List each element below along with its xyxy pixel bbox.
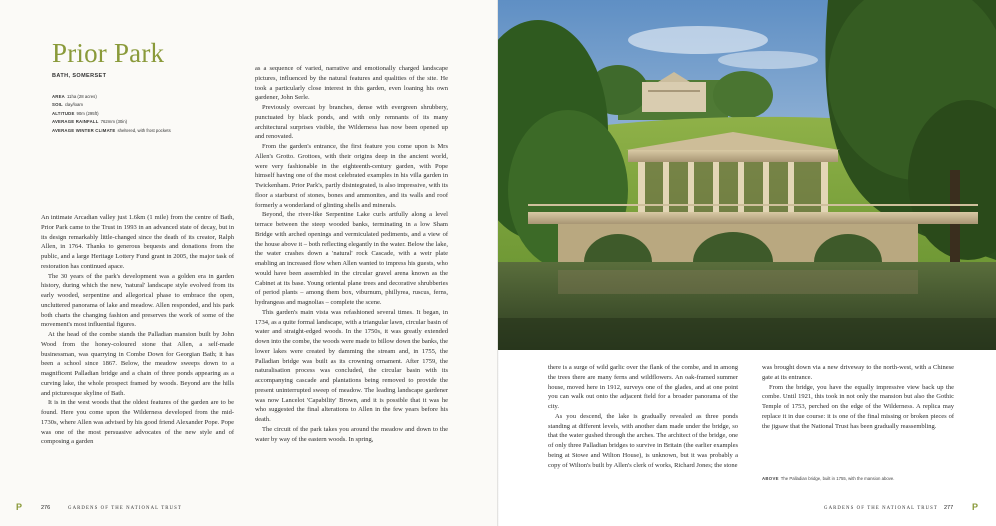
paragraph: From the garden's entrance, the first feature you come upon is Mrs Allen's Grotto. Grottoes, with their origins deep in the ancient world, were very fashionable in the eighteenth-century garden, with Pope himself having one of the most celebrated examples in his villa garden in Twickenham. Prior Park's, partly disintegrated, is also impressive, with its floor a starburst of stones, bones and ammonites, and its walls and roof formerly a wonderland of glinting shells and minerals. [255,143,448,209]
fact-label: AREA [52,94,65,99]
fact-value: 90m (295ft) [76,110,99,116]
fact-label: SOIL [52,102,63,108]
fact-value: clay/loam [64,102,83,108]
page-number-right: 277 [944,505,954,511]
fact-label: ALTITUDE [52,110,75,116]
paragraph: From the bridge, you have the equally impressive view back up the combe. Until 1921, this took in not only the mansion but also the Gothic Temple of 1753, perched on the edge of the Wilderness. A replica may replace it in due course: it is one of the final missing or broken pieces of the jigsaw that the National Trust has been gradually reassembling. [762,383,954,430]
paragraph: Previously overcast by branches, dense with evergreen shrubbery, punctuated by black ponds, and with only remnants of its many architectural surprises visible, the Wilderness has now been opened up and renovated. [255,104,448,141]
fact-value: 11ha (28 acres) [66,94,97,99]
photo-caption [762,476,894,481]
fact-value: 762mm (30in) [100,119,128,125]
garden-location: BATH, SOMERSET [52,73,107,79]
garden-facts [52,93,232,135]
paragraph: As you descend, the lake is gradually revealed as three ponds standing at different levels, with another dam made under the bridge, so that the water gushed through the arches. The architect of the bridge, one of only three Palladian bridges to survive in Britain (the earlier examples being at Stowe and Wilton House), is unknown, but it was probably a copy of Wilton's built by Allen's clerk of works, Richard Jones; the stone [548,412,738,469]
paragraph: This garden's main vista was refashioned several times. It began, in 1734, as a quite formal landscape, with a triangular lawn, circular basin of water and straight-edged woods. In the 1750s, it was greatly extended down into the combe, the woods were made to billow down the banks, the lower lakes were created by damming the stream and, in 1755, the Palladian bridge was built as its crowning ornament. After 1759, the naturalisation process was concluded, the circular basin with its accompanying cascade and plantations being removed to provide the present uninterrupted sweep of meadow. The leading landscape gardener was now Lancelot 'Capability' Brown, and it is possible that it was he who suggested the final alterations to Allen in the few years before his death. [255,308,448,423]
palladian-bridge-photo [498,0,996,350]
text-column-3 [548,363,738,470]
paragraph: An intimate Arcadian valley just 1.6km (1 mile) from the centre of Bath, Prior Park came to the Trust in 1993 in an advanced state of decay, but in its design remarkably little-changed since the death of its creator, Ralph Allen, in 1764. Thanks to generous bequests and donations from the public, and a large Heritage Lottery Fund grant in 2005, the major task of restoration has continued apace. [41,214,234,270]
page-number-left: 276 [41,505,51,511]
caption-label: ABOVE [762,476,779,481]
paragraph: The circuit of the park takes you around the meadow and down to the water by way of the eastern woods. In spring, [255,425,448,443]
fact-altitude [52,110,232,118]
paragraph: The 30 years of the park's development was a golden era in garden history, during which the new, 'natural' landscape style evolved from its early wooded, serpentine and allegorical phase to embrace the open, uncluttered panorama of lake and meadow. Allen responded, and his park both charts the changing fashion and preserves the work of some of the movement's most influential figures. [41,272,234,329]
paragraph: At the head of the combe stands the Palladian mansion built by John Wood from the honey-coloured stone that Allen, a self-made businessman, was quarrying in Combe Down for Georgian Bath; it has been a school since 1867. Below, the meadow sweeps down to a magnificent Palladian bridge and a chain of three ponds appearing as a curving lake, the whole prospect framed by woods. Beyond are the hills and picturesque skyline of Bath. [41,331,234,397]
paragraph: as a sequence of varied, narrative and emotionally charged landscape pictures, influenced by the natural features and qualities of the site. He took a particularly close interest in this garden, even loaning his own gardener, John Serle. [255,65,448,102]
fact-area [52,93,232,101]
text-column-4 [762,363,954,431]
running-head-right: GARDENS OF THE NATIONAL TRUST [824,506,938,511]
section-mark-right: P [972,502,979,512]
section-mark-left: P [16,502,23,512]
paragraph: was brought down via a new driveway to the north-west, with a Chinese gate at its entrance. [762,364,954,381]
fact-value: sheltered, with frost pockets [117,127,171,133]
garden-title: Prior Park [52,38,165,68]
fact-label: AVERAGE WINTER CLIMATE [52,127,116,133]
fact-rainfall [52,118,232,126]
paragraph: Beyond, the river-like Serpentine Lake curls artfully along a level terrace between the steep wooded banks, terminating in a low Sham Bridge with arched openings and vermiculated pediments, and a view of the house above it – both reflecting elegantly in the water. Below the lake, the water crashes down a 'natural' rock Cascade, with a weir plate enabling an increased flow when Allen wanted to impress his guests, who would have been assembled in the circular gravel arena known as the Cabinet at its base. Young oriental plane trees and decorative shrubberies of period plants – among them box, viburnum, phillyrea, ruscus, ferns, hydrangeas and magnolias – complete the scene. [255,211,448,306]
fact-label: AVERAGE RAINFALL [52,119,99,125]
fact-soil [52,101,232,109]
text-column-2 [255,64,448,444]
text-column-1 [41,213,234,447]
caption-text: The Palladian bridge, built in 1755, with the mansion above. [780,476,895,481]
fact-winter-climate [52,127,232,135]
running-head-left: GARDENS OF THE NATIONAL TRUST [68,506,182,511]
paragraph: It is in the west woods that the oldest features of the garden are to be found. Here you come upon the Wilderness developed from the mid-1730s, where Allen was advised by his good friend Alexander Pope. Pope was one of the most persuasive advocates of the new style and of composing a garden [41,399,234,446]
paragraph: there is a surge of wild garlic over the flank of the combe, and in among the trees there are many ferns and wildflowers. An oak-framed summer house, moved here in 1912, surveys one of the glades, and at one point you can walk out onto the adjacent field for a broader panorama of the city. [548,364,738,410]
